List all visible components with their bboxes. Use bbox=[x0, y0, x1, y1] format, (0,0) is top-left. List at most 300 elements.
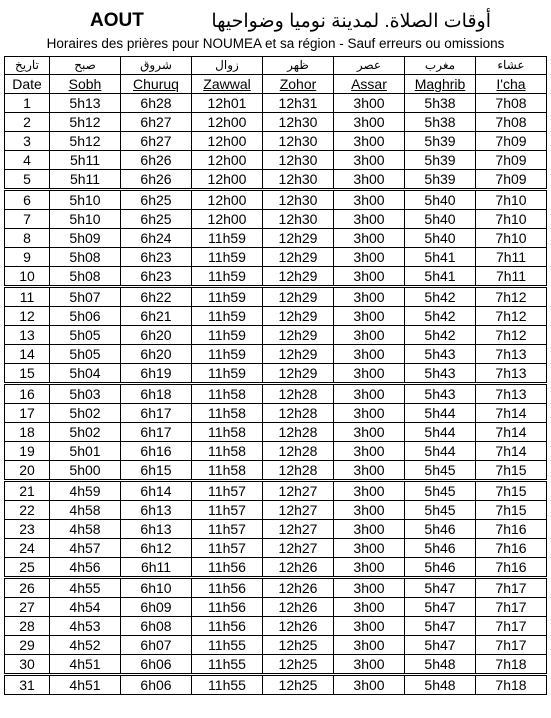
header-ar-icha: عشاء bbox=[476, 57, 547, 75]
cell-zawwal: 12h00 bbox=[192, 170, 263, 190]
cell-zawwal: 11h58 bbox=[192, 384, 263, 404]
cell-maghrib: 5h40 bbox=[405, 190, 476, 210]
cell-sobh: 5h11 bbox=[50, 151, 121, 170]
cell-icha: 7h16 bbox=[476, 520, 547, 539]
cell-churuq: 6h20 bbox=[121, 345, 192, 364]
cell-icha: 7h17 bbox=[476, 617, 547, 636]
cell-assar: 3h00 bbox=[334, 501, 405, 520]
cell-zawwal: 12h01 bbox=[192, 94, 263, 113]
cell-icha: 7h10 bbox=[476, 229, 547, 248]
cell-date: 16 bbox=[5, 384, 50, 404]
cell-zohor: 12h26 bbox=[263, 617, 334, 636]
cell-sobh: 4h58 bbox=[50, 501, 121, 520]
cell-assar: 3h00 bbox=[334, 190, 405, 210]
cell-date: 12 bbox=[5, 307, 50, 326]
cell-sobh: 4h56 bbox=[50, 558, 121, 578]
cell-date: 10 bbox=[5, 267, 50, 287]
header-icha: I'cha bbox=[476, 75, 547, 94]
cell-icha: 7h11 bbox=[476, 248, 547, 267]
cell-sobh: 4h59 bbox=[50, 481, 121, 501]
cell-icha: 7h13 bbox=[476, 345, 547, 364]
arabic-title: أوقات الصلاة. لمدينة نوميا وضواحيها bbox=[211, 11, 491, 32]
cell-maghrib: 5h47 bbox=[405, 598, 476, 617]
cell-assar: 3h00 bbox=[334, 326, 405, 345]
cell-churuq: 6h25 bbox=[121, 190, 192, 210]
cell-assar: 3h00 bbox=[334, 442, 405, 461]
table-row bbox=[5, 423, 547, 442]
cell-zawwal: 11h59 bbox=[192, 326, 263, 345]
table-row bbox=[5, 307, 547, 326]
cell-assar: 3h00 bbox=[334, 94, 405, 113]
cell-sobh: 5h05 bbox=[50, 326, 121, 345]
cell-maghrib: 5h40 bbox=[405, 210, 476, 229]
cell-churuq: 6h16 bbox=[121, 442, 192, 461]
cell-assar: 3h00 bbox=[334, 481, 405, 501]
cell-zawwal: 12h00 bbox=[192, 210, 263, 229]
cell-assar: 3h00 bbox=[334, 404, 405, 423]
cell-zohor: 12h27 bbox=[263, 501, 334, 520]
cell-zohor: 12h30 bbox=[263, 113, 334, 132]
cell-zohor: 12h25 bbox=[263, 655, 334, 675]
cell-zohor: 12h29 bbox=[263, 307, 334, 326]
cell-date: 1 bbox=[5, 94, 50, 113]
cell-sobh: 5h07 bbox=[50, 287, 121, 307]
cell-churuq: 6h18 bbox=[121, 384, 192, 404]
cell-assar: 3h00 bbox=[334, 675, 405, 695]
cell-date: 2 bbox=[5, 113, 50, 132]
cell-date: 13 bbox=[5, 326, 50, 345]
cell-assar: 3h00 bbox=[334, 132, 405, 151]
cell-assar: 3h00 bbox=[334, 170, 405, 190]
cell-zohor: 12h30 bbox=[263, 170, 334, 190]
cell-zawwal: 12h00 bbox=[192, 151, 263, 170]
cell-churuq: 6h13 bbox=[121, 501, 192, 520]
cell-sobh: 5h12 bbox=[50, 132, 121, 151]
cell-zawwal: 11h56 bbox=[192, 558, 263, 578]
cell-assar: 3h00 bbox=[334, 248, 405, 267]
header-sobh: Sobh bbox=[50, 75, 121, 94]
header-ar-zohor: ظهر bbox=[263, 57, 334, 75]
cell-zohor: 12h26 bbox=[263, 558, 334, 578]
cell-assar: 3h00 bbox=[334, 364, 405, 384]
cell-assar: 3h00 bbox=[334, 287, 405, 307]
table-row bbox=[5, 461, 547, 481]
header-ar-churuq: شروق bbox=[121, 57, 192, 75]
cell-churuq: 6h09 bbox=[121, 598, 192, 617]
cell-maghrib: 5h46 bbox=[405, 520, 476, 539]
cell-icha: 7h12 bbox=[476, 287, 547, 307]
cell-sobh: 5h10 bbox=[50, 190, 121, 210]
cell-sobh: 5h00 bbox=[50, 461, 121, 481]
cell-zawwal: 11h59 bbox=[192, 345, 263, 364]
cell-icha: 7h15 bbox=[476, 501, 547, 520]
table-row bbox=[5, 578, 547, 598]
cell-maghrib: 5h48 bbox=[405, 655, 476, 675]
cell-maghrib: 5h38 bbox=[405, 113, 476, 132]
table-row bbox=[5, 287, 547, 307]
table-row bbox=[5, 384, 547, 404]
cell-maghrib: 5h39 bbox=[405, 170, 476, 190]
cell-date: 26 bbox=[5, 578, 50, 598]
cell-sobh: 5h02 bbox=[50, 404, 121, 423]
header-churuq: Churuq bbox=[121, 75, 192, 94]
cell-sobh: 5h06 bbox=[50, 307, 121, 326]
cell-churuq: 6h19 bbox=[121, 364, 192, 384]
cell-maghrib: 5h47 bbox=[405, 636, 476, 655]
cell-maghrib: 5h45 bbox=[405, 501, 476, 520]
cell-sobh: 4h54 bbox=[50, 598, 121, 617]
cell-maghrib: 5h44 bbox=[405, 404, 476, 423]
cell-date: 20 bbox=[5, 461, 50, 481]
cell-sobh: 5h09 bbox=[50, 229, 121, 248]
cell-maghrib: 5h45 bbox=[405, 461, 476, 481]
header-zawwal: Zawwal bbox=[192, 75, 263, 94]
cell-churuq: 6h17 bbox=[121, 423, 192, 442]
cell-sobh: 4h58 bbox=[50, 520, 121, 539]
cell-zohor: 12h29 bbox=[263, 326, 334, 345]
cell-date: 30 bbox=[5, 655, 50, 675]
cell-assar: 3h00 bbox=[334, 461, 405, 481]
cell-zohor: 12h29 bbox=[263, 345, 334, 364]
cell-maghrib: 5h45 bbox=[405, 481, 476, 501]
cell-sobh: 5h12 bbox=[50, 113, 121, 132]
cell-zawwal: 11h57 bbox=[192, 501, 263, 520]
header-maghrib: Maghrib bbox=[405, 75, 476, 94]
table-row bbox=[5, 151, 547, 170]
cell-sobh: 5h01 bbox=[50, 442, 121, 461]
cell-date: 24 bbox=[5, 539, 50, 558]
cell-zawwal: 11h59 bbox=[192, 307, 263, 326]
cell-zohor: 12h31 bbox=[263, 94, 334, 113]
cell-maghrib: 5h43 bbox=[405, 345, 476, 364]
cell-sobh: 4h51 bbox=[50, 675, 121, 695]
cell-date: 19 bbox=[5, 442, 50, 461]
table-row bbox=[5, 113, 547, 132]
cell-zohor: 12h29 bbox=[263, 267, 334, 287]
title-row bbox=[0, 8, 551, 36]
cell-assar: 3h00 bbox=[334, 151, 405, 170]
table-row bbox=[5, 617, 547, 636]
cell-date: 17 bbox=[5, 404, 50, 423]
cell-churuq: 6h23 bbox=[121, 267, 192, 287]
cell-icha: 7h10 bbox=[476, 190, 547, 210]
cell-assar: 3h00 bbox=[334, 655, 405, 675]
cell-sobh: 5h02 bbox=[50, 423, 121, 442]
table-row bbox=[5, 558, 547, 578]
cell-assar: 3h00 bbox=[334, 267, 405, 287]
cell-date: 11 bbox=[5, 287, 50, 307]
table-row bbox=[5, 539, 547, 558]
cell-date: 21 bbox=[5, 481, 50, 501]
cell-maghrib: 5h43 bbox=[405, 384, 476, 404]
cell-icha: 7h08 bbox=[476, 94, 547, 113]
cell-date: 15 bbox=[5, 364, 50, 384]
cell-icha: 7h11 bbox=[476, 267, 547, 287]
table-row bbox=[5, 404, 547, 423]
table-row bbox=[5, 364, 547, 384]
cell-icha: 7h17 bbox=[476, 578, 547, 598]
cell-zawwal: 11h58 bbox=[192, 442, 263, 461]
cell-date: 23 bbox=[5, 520, 50, 539]
cell-zohor: 12h28 bbox=[263, 384, 334, 404]
cell-zawwal: 11h55 bbox=[192, 636, 263, 655]
cell-date: 9 bbox=[5, 248, 50, 267]
cell-icha: 7h14 bbox=[476, 404, 547, 423]
table-row bbox=[5, 345, 547, 364]
subtitle: Horaires des prières pour NOUMEA et sa région - Sauf erreurs ou omissions bbox=[46, 36, 505, 51]
cell-date: 28 bbox=[5, 617, 50, 636]
cell-maghrib: 5h42 bbox=[405, 326, 476, 345]
cell-sobh: 4h55 bbox=[50, 578, 121, 598]
header-ar-maghrib: مغرب bbox=[405, 57, 476, 75]
cell-churuq: 6h24 bbox=[121, 229, 192, 248]
cell-icha: 7h10 bbox=[476, 210, 547, 229]
table-row bbox=[5, 481, 547, 501]
table-row bbox=[5, 442, 547, 461]
table-row bbox=[5, 190, 547, 210]
cell-maghrib: 5h41 bbox=[405, 267, 476, 287]
cell-sobh: 4h52 bbox=[50, 636, 121, 655]
table-row bbox=[5, 170, 547, 190]
cell-zawwal: 11h56 bbox=[192, 578, 263, 598]
cell-assar: 3h00 bbox=[334, 307, 405, 326]
cell-icha: 7h16 bbox=[476, 539, 547, 558]
header-ar-date: تاريخ bbox=[5, 57, 50, 75]
cell-sobh: 4h53 bbox=[50, 617, 121, 636]
cell-date: 27 bbox=[5, 598, 50, 617]
cell-zohor: 12h26 bbox=[263, 578, 334, 598]
table-row bbox=[5, 210, 547, 229]
cell-icha: 7h08 bbox=[476, 113, 547, 132]
cell-sobh: 5h04 bbox=[50, 364, 121, 384]
cell-zohor: 12h29 bbox=[263, 229, 334, 248]
cell-zawwal: 12h00 bbox=[192, 113, 263, 132]
cell-zawwal: 11h59 bbox=[192, 248, 263, 267]
cell-maghrib: 5h39 bbox=[405, 132, 476, 151]
cell-churuq: 6h21 bbox=[121, 307, 192, 326]
cell-icha: 7h13 bbox=[476, 384, 547, 404]
cell-sobh: 4h57 bbox=[50, 539, 121, 558]
cell-assar: 3h00 bbox=[334, 558, 405, 578]
cell-zohor: 12h25 bbox=[263, 675, 334, 695]
cell-zohor: 12h30 bbox=[263, 210, 334, 229]
cell-churuq: 6h07 bbox=[121, 636, 192, 655]
cell-zohor: 12h30 bbox=[263, 132, 334, 151]
cell-assar: 3h00 bbox=[334, 384, 405, 404]
cell-maghrib: 5h47 bbox=[405, 578, 476, 598]
cell-icha: 7h12 bbox=[476, 307, 547, 326]
cell-maghrib: 5h48 bbox=[405, 675, 476, 695]
cell-icha: 7h09 bbox=[476, 151, 547, 170]
cell-date: 3 bbox=[5, 132, 50, 151]
cell-assar: 3h00 bbox=[334, 636, 405, 655]
cell-assar: 3h00 bbox=[334, 345, 405, 364]
table-row bbox=[5, 132, 547, 151]
cell-churuq: 6h28 bbox=[121, 94, 192, 113]
cell-icha: 7h09 bbox=[476, 170, 547, 190]
month-title: AOUT bbox=[90, 10, 144, 31]
cell-assar: 3h00 bbox=[334, 423, 405, 442]
cell-churuq: 6h12 bbox=[121, 539, 192, 558]
cell-assar: 3h00 bbox=[334, 539, 405, 558]
header-assar: Assar bbox=[334, 75, 405, 94]
cell-date: 6 bbox=[5, 190, 50, 210]
arabic-header-row bbox=[5, 57, 547, 75]
cell-maghrib: 5h42 bbox=[405, 287, 476, 307]
cell-assar: 3h00 bbox=[334, 578, 405, 598]
cell-zawwal: 11h57 bbox=[192, 481, 263, 501]
cell-assar: 3h00 bbox=[334, 210, 405, 229]
cell-churuq: 6h26 bbox=[121, 170, 192, 190]
table-row bbox=[5, 598, 547, 617]
cell-zawwal: 11h57 bbox=[192, 520, 263, 539]
cell-zohor: 12h29 bbox=[263, 287, 334, 307]
cell-zawwal: 11h59 bbox=[192, 364, 263, 384]
cell-maghrib: 5h38 bbox=[405, 94, 476, 113]
cell-zohor: 12h28 bbox=[263, 423, 334, 442]
cell-zohor: 12h28 bbox=[263, 442, 334, 461]
cell-icha: 7h18 bbox=[476, 655, 547, 675]
cell-maghrib: 5h47 bbox=[405, 617, 476, 636]
cell-date: 8 bbox=[5, 229, 50, 248]
cell-zawwal: 12h00 bbox=[192, 190, 263, 210]
cell-assar: 3h00 bbox=[334, 617, 405, 636]
cell-zohor: 12h25 bbox=[263, 636, 334, 655]
cell-date: 31 bbox=[5, 675, 50, 695]
cell-assar: 3h00 bbox=[334, 598, 405, 617]
cell-zawwal: 11h57 bbox=[192, 539, 263, 558]
cell-icha: 7h09 bbox=[476, 132, 547, 151]
cell-date: 5 bbox=[5, 170, 50, 190]
cell-zohor: 12h28 bbox=[263, 404, 334, 423]
cell-icha: 7h15 bbox=[476, 481, 547, 501]
cell-sobh: 4h51 bbox=[50, 655, 121, 675]
table-row bbox=[5, 520, 547, 539]
cell-churuq: 6h08 bbox=[121, 617, 192, 636]
cell-zohor: 12h28 bbox=[263, 461, 334, 481]
cell-sobh: 5h03 bbox=[50, 384, 121, 404]
cell-churuq: 6h26 bbox=[121, 151, 192, 170]
cell-churuq: 6h11 bbox=[121, 558, 192, 578]
cell-icha: 7h18 bbox=[476, 675, 547, 695]
cell-sobh: 5h08 bbox=[50, 248, 121, 267]
cell-icha: 7h14 bbox=[476, 442, 547, 461]
cell-maghrib: 5h46 bbox=[405, 558, 476, 578]
cell-zawwal: 11h56 bbox=[192, 617, 263, 636]
cell-zawwal: 11h58 bbox=[192, 423, 263, 442]
cell-date: 29 bbox=[5, 636, 50, 655]
cell-sobh: 5h05 bbox=[50, 345, 121, 364]
cell-icha: 7h15 bbox=[476, 461, 547, 481]
cell-zawwal: 11h59 bbox=[192, 287, 263, 307]
cell-sobh: 5h08 bbox=[50, 267, 121, 287]
cell-maghrib: 5h42 bbox=[405, 307, 476, 326]
cell-churuq: 6h13 bbox=[121, 520, 192, 539]
cell-icha: 7h17 bbox=[476, 598, 547, 617]
cell-maghrib: 5h40 bbox=[405, 229, 476, 248]
cell-icha: 7h14 bbox=[476, 423, 547, 442]
cell-zohor: 12h30 bbox=[263, 190, 334, 210]
header-ar-sobh: صبح bbox=[50, 57, 121, 75]
table-row bbox=[5, 636, 547, 655]
table-row bbox=[5, 326, 547, 345]
cell-zawwal: 11h58 bbox=[192, 404, 263, 423]
cell-date: 4 bbox=[5, 151, 50, 170]
table-row bbox=[5, 248, 547, 267]
cell-zawwal: 11h59 bbox=[192, 229, 263, 248]
cell-churuq: 6h27 bbox=[121, 113, 192, 132]
table-row bbox=[5, 267, 547, 287]
cell-churuq: 6h25 bbox=[121, 210, 192, 229]
header-row bbox=[5, 75, 547, 94]
cell-icha: 7h13 bbox=[476, 364, 547, 384]
cell-zohor: 12h29 bbox=[263, 364, 334, 384]
cell-maghrib: 5h43 bbox=[405, 364, 476, 384]
cell-churuq: 6h17 bbox=[121, 404, 192, 423]
cell-zohor: 12h27 bbox=[263, 520, 334, 539]
cell-churuq: 6h06 bbox=[121, 675, 192, 695]
cell-sobh: 5h11 bbox=[50, 170, 121, 190]
header-ar-assar: عصر bbox=[334, 57, 405, 75]
table-row bbox=[5, 675, 547, 695]
cell-churuq: 6h15 bbox=[121, 461, 192, 481]
cell-zawwal: 11h55 bbox=[192, 675, 263, 695]
cell-zawwal: 11h59 bbox=[192, 267, 263, 287]
cell-churuq: 6h10 bbox=[121, 578, 192, 598]
cell-churuq: 6h23 bbox=[121, 248, 192, 267]
cell-maghrib: 5h41 bbox=[405, 248, 476, 267]
table-row bbox=[5, 229, 547, 248]
cell-churuq: 6h06 bbox=[121, 655, 192, 675]
cell-churuq: 6h14 bbox=[121, 481, 192, 501]
cell-date: 7 bbox=[5, 210, 50, 229]
header-ar-zawwal: زوال bbox=[192, 57, 263, 75]
cell-zawwal: 11h58 bbox=[192, 461, 263, 481]
cell-assar: 3h00 bbox=[334, 520, 405, 539]
cell-zohor: 12h27 bbox=[263, 539, 334, 558]
cell-date: 14 bbox=[5, 345, 50, 364]
table-row bbox=[5, 501, 547, 520]
cell-zawwal: 11h56 bbox=[192, 598, 263, 617]
cell-sobh: 5h13 bbox=[50, 94, 121, 113]
prayer-times-table bbox=[4, 56, 547, 695]
table-body bbox=[5, 94, 547, 695]
cell-zawwal: 11h55 bbox=[192, 655, 263, 675]
cell-churuq: 6h22 bbox=[121, 287, 192, 307]
cell-maghrib: 5h44 bbox=[405, 423, 476, 442]
cell-icha: 7h16 bbox=[476, 558, 547, 578]
cell-assar: 3h00 bbox=[334, 113, 405, 132]
cell-maghrib: 5h44 bbox=[405, 442, 476, 461]
cell-zohor: 12h27 bbox=[263, 481, 334, 501]
table-row bbox=[5, 655, 547, 675]
cell-churuq: 6h20 bbox=[121, 326, 192, 345]
cell-zohor: 12h26 bbox=[263, 598, 334, 617]
cell-zohor: 12h30 bbox=[263, 151, 334, 170]
cell-date: 22 bbox=[5, 501, 50, 520]
cell-maghrib: 5h39 bbox=[405, 151, 476, 170]
cell-sobh: 5h10 bbox=[50, 210, 121, 229]
header-zohor: Zohor bbox=[263, 75, 334, 94]
cell-date: 18 bbox=[5, 423, 50, 442]
cell-zohor: 12h29 bbox=[263, 248, 334, 267]
cell-churuq: 6h27 bbox=[121, 132, 192, 151]
cell-icha: 7h17 bbox=[476, 636, 547, 655]
cell-assar: 3h00 bbox=[334, 229, 405, 248]
table-row bbox=[5, 94, 547, 113]
cell-date: 25 bbox=[5, 558, 50, 578]
header-date: Date bbox=[5, 75, 50, 94]
